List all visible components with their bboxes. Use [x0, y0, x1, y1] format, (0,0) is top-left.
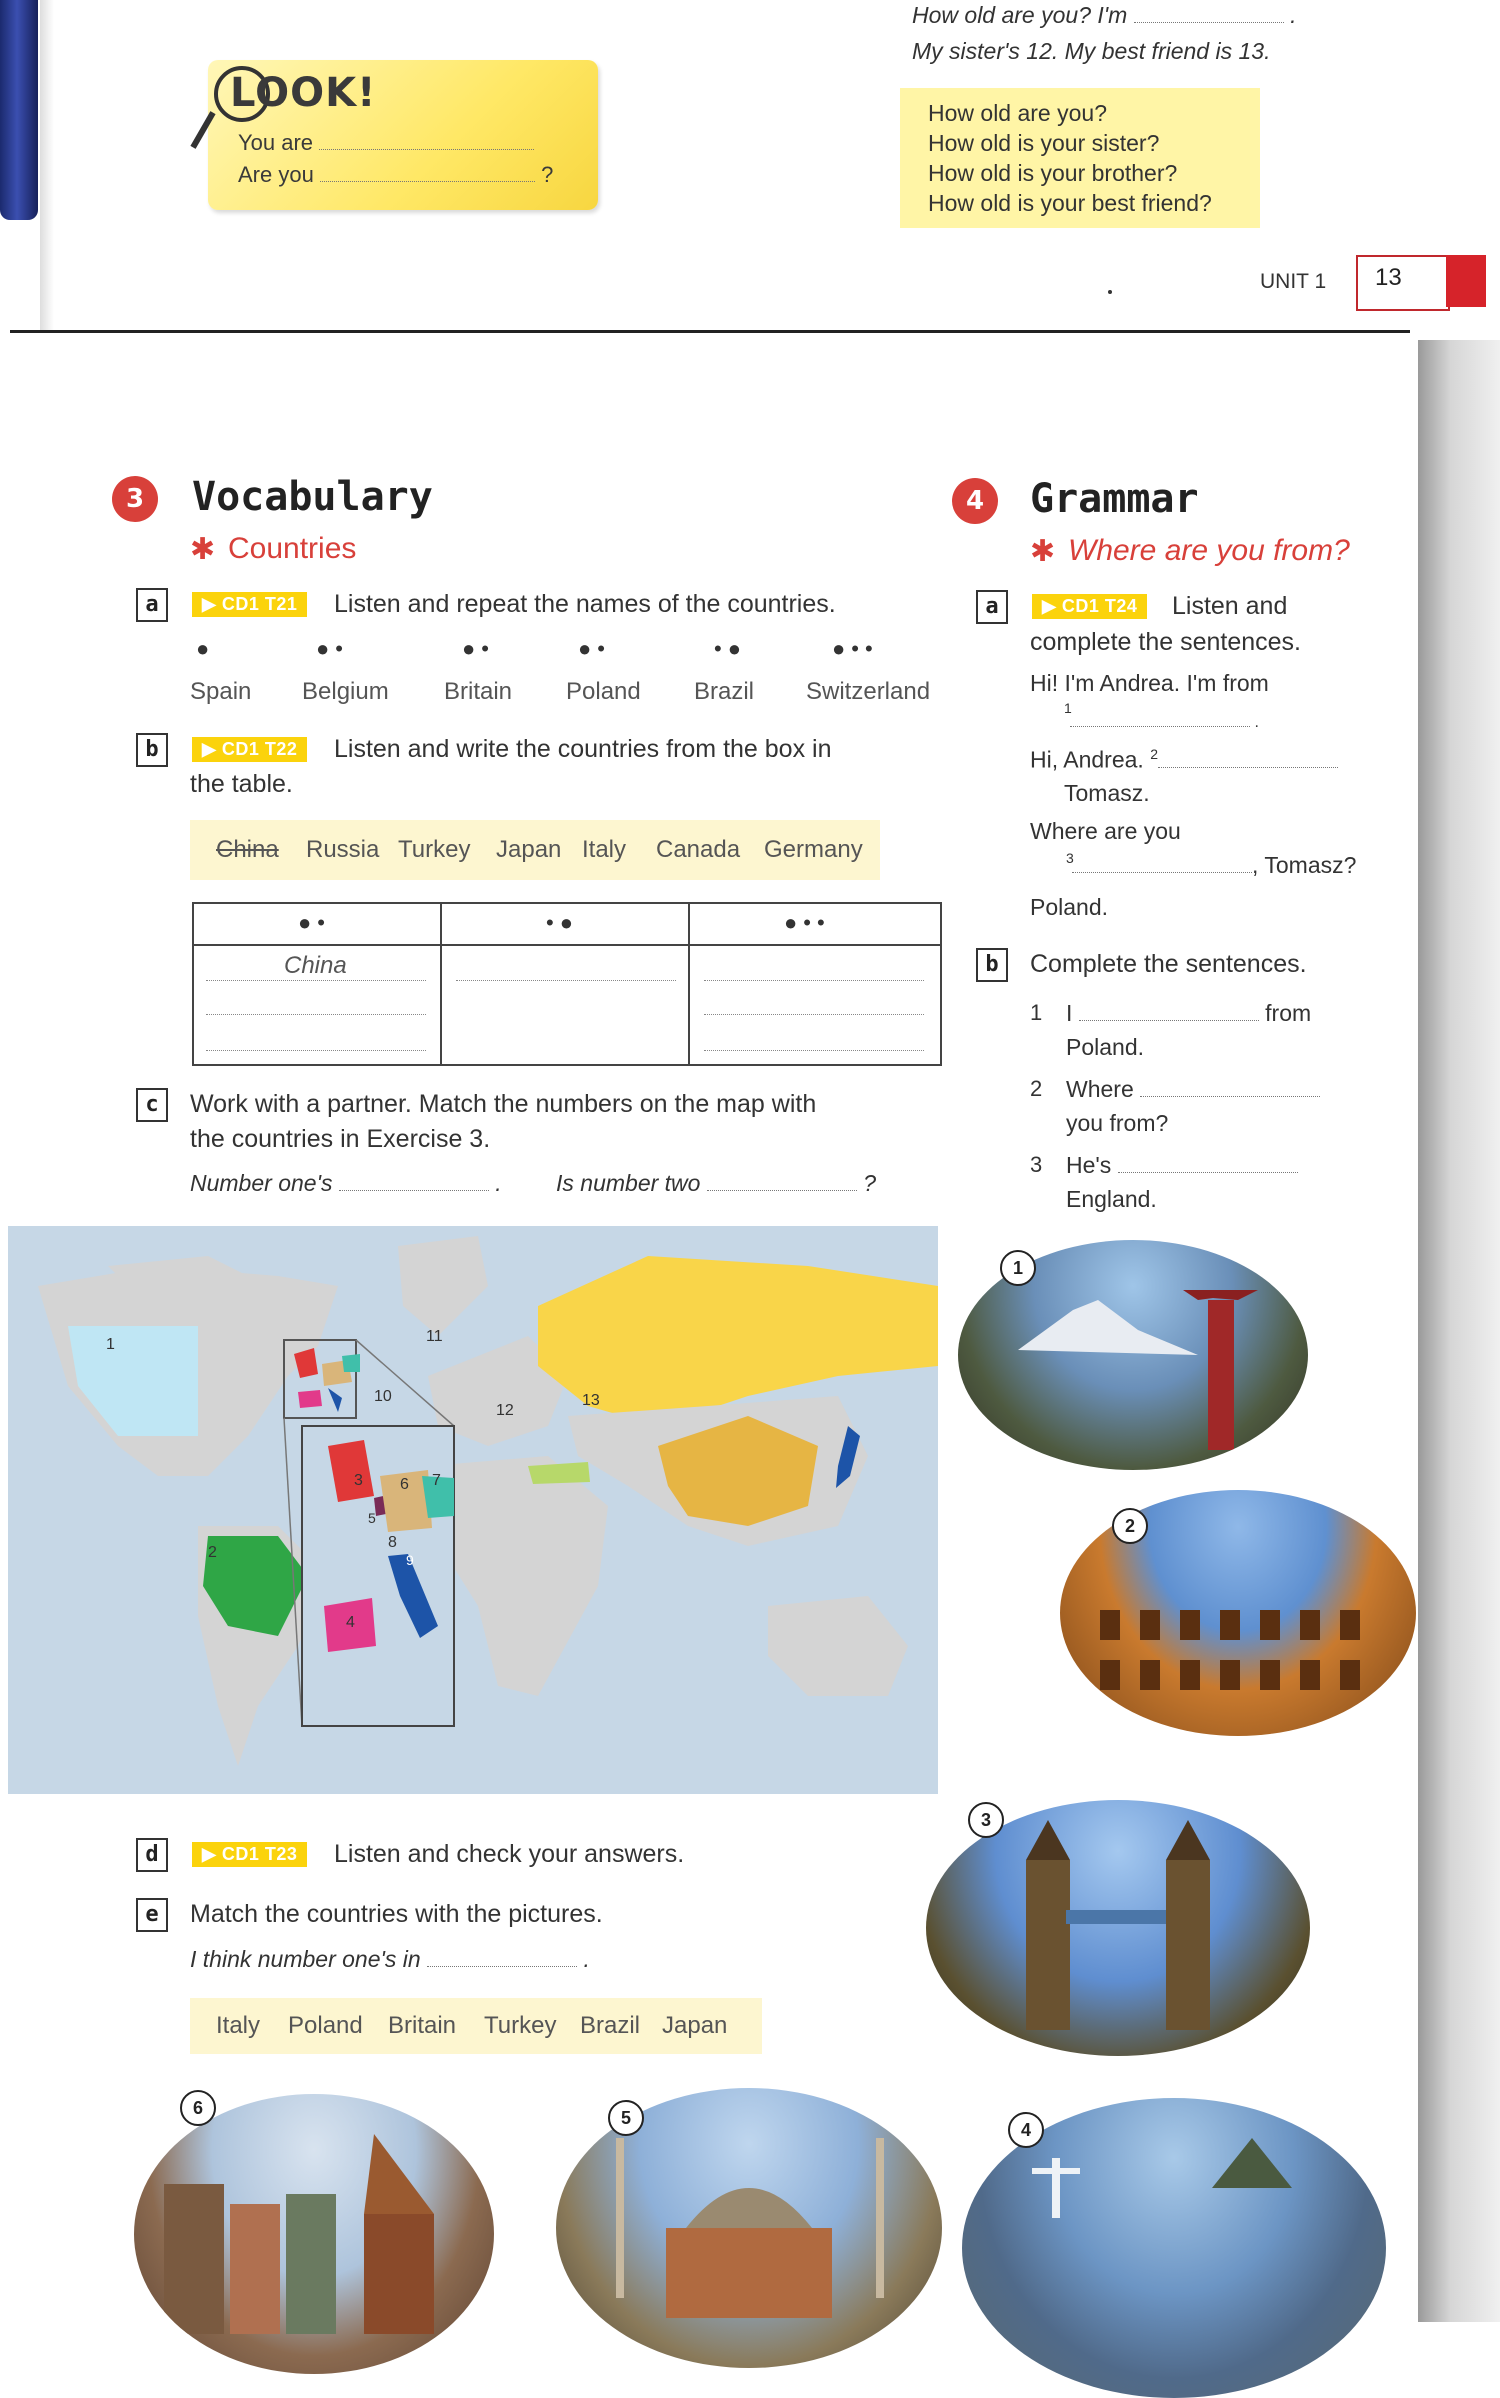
- photo-number: 4: [1008, 2112, 1044, 2148]
- box-word: Russia: [306, 836, 380, 863]
- photo-number: 1: [1000, 1250, 1036, 1286]
- inset-label: 6: [400, 1476, 409, 1493]
- box-word: Turkey: [484, 2012, 557, 2039]
- sentence: Where: [1066, 1076, 1320, 1103]
- sentence: you from?: [1066, 1110, 1169, 1136]
- exercise-letter-a: a: [136, 588, 168, 622]
- country-word: Britain: [444, 678, 513, 705]
- page-number-box: [1356, 255, 1450, 311]
- box-word: China: [216, 836, 279, 863]
- grammar-b-text: Complete the sentences.: [1030, 950, 1307, 978]
- vocabulary-title: Vocabulary: [192, 474, 433, 520]
- unit-label: UNIT 1: [1260, 270, 1327, 293]
- question: How old is your brother?: [928, 160, 1178, 186]
- map-label: 12: [496, 1402, 514, 1419]
- countries-subtitle: Countries: [228, 532, 357, 565]
- map-label: 1: [106, 1336, 115, 1353]
- sister-line: My sister's 12. My best friend is 13.: [912, 38, 1271, 64]
- page-divider: [10, 330, 1410, 333]
- cd-track-tag: ▶ CD1 T22: [192, 737, 307, 762]
- section-number-3: 3: [112, 476, 158, 522]
- grammar-a-text-2: complete the sentences.: [1030, 628, 1301, 656]
- exercise-c-example-1: Number one's .: [190, 1170, 502, 1196]
- exercise-letter-a: a: [976, 590, 1008, 624]
- binder-edge: [0, 0, 38, 220]
- exercise-c-text: Work with a partner. Match the numbers on the map with: [190, 1090, 817, 1118]
- dialogue-line: , Tomasz?: [1072, 852, 1356, 879]
- answer-gap: .: [1070, 714, 1259, 732]
- dialogue-line: Where are you: [1030, 818, 1181, 844]
- look-title: LOOK!: [230, 70, 377, 116]
- dialogue-line: Poland.: [1030, 894, 1109, 920]
- exercise-c-example-2: Is number two ?: [556, 1170, 877, 1196]
- box-word: Canada: [656, 836, 741, 863]
- star-icon: ✱: [1030, 535, 1056, 568]
- box-word: Italy: [216, 2012, 261, 2039]
- box-word: Poland: [288, 2012, 363, 2039]
- exercise-letter-c: c: [136, 1088, 168, 1122]
- box-word: Italy: [582, 836, 627, 863]
- box-word: Japan: [496, 836, 562, 863]
- map-label: 13: [582, 1392, 600, 1409]
- photo-poland: [134, 2094, 494, 2374]
- exercise-b-text: Listen and write the countries from the box in: [334, 735, 832, 763]
- grammar-a-text: Listen and: [1172, 592, 1288, 620]
- map-label: 11: [426, 1328, 443, 1345]
- howold-prompt: How old are you? I'm .: [912, 2, 1297, 28]
- exercise-c-text-2: the countries in Exercise 3.: [190, 1125, 491, 1153]
- look-line-2: Are you ?: [238, 162, 554, 187]
- exercise-b-text-2: the table.: [190, 770, 293, 798]
- exercise-e-example: I think number one's in .: [190, 1946, 590, 1972]
- sentence-number: 3: [1030, 1152, 1043, 1177]
- stress-dots: ●•: [316, 636, 349, 661]
- country-word: Poland: [566, 678, 641, 705]
- cd-track-tag: ▶ CD1 T23: [192, 1842, 307, 1867]
- sentence: Poland.: [1066, 1034, 1145, 1060]
- stress-dots: ●: [196, 636, 216, 661]
- star-icon: ✱: [190, 533, 216, 566]
- table-head-dots: ●••: [784, 910, 831, 935]
- section-number-4: 4: [952, 478, 998, 524]
- box-word: Japan: [662, 2012, 728, 2039]
- country-word: Belgium: [302, 678, 389, 705]
- grammar-subtitle: Where are you from?: [1068, 534, 1350, 567]
- inset-label: 8: [388, 1534, 397, 1551]
- exercise-letter-b: b: [976, 948, 1008, 982]
- page-number: 13: [1375, 264, 1402, 291]
- inset-label: 9: [406, 1552, 414, 1568]
- inset-label: 3: [354, 1472, 363, 1489]
- exercise-letter-e: e: [136, 1898, 168, 1932]
- sentence: England.: [1066, 1186, 1157, 1212]
- question: How old is your best friend?: [928, 190, 1212, 216]
- table-head-dots: ●•: [298, 910, 331, 935]
- sentence: He's: [1066, 1152, 1298, 1179]
- exercise-e-text: Match the countries with the pictures.: [190, 1900, 603, 1928]
- cd-track-tag: ▶ CD1 T24: [1032, 594, 1147, 619]
- gap-number: 1: [1064, 700, 1072, 716]
- sentence-number: 1: [1030, 1000, 1043, 1025]
- photo-number: 3: [968, 1802, 1004, 1838]
- exercise-letter-b: b: [136, 733, 168, 767]
- table-example: China: [284, 952, 347, 979]
- dialogue-line: Hi! I'm Andrea. I'm from: [1030, 670, 1269, 696]
- map-label: 10: [374, 1388, 392, 1405]
- photo-number: 6: [180, 2090, 216, 2126]
- photo-number: 5: [608, 2100, 644, 2136]
- map-label: 2: [208, 1544, 217, 1561]
- box-word: Britain: [388, 2012, 457, 2039]
- exercise-letter-d: d: [136, 1838, 168, 1872]
- box-word: Germany: [764, 836, 863, 863]
- question: How old is your sister?: [928, 130, 1160, 156]
- country-word: Brazil: [694, 678, 755, 705]
- inset-label: 5: [368, 1510, 376, 1526]
- photo-britain: [926, 1800, 1310, 2056]
- exercise-d-text: Listen and check your answers.: [334, 1840, 685, 1868]
- map-drawing: [8, 1226, 938, 1794]
- inset-label: 7: [432, 1472, 441, 1489]
- gap-number: 3: [1066, 850, 1074, 866]
- stress-dots: ●•: [578, 636, 611, 661]
- grammar-title: Grammar: [1030, 476, 1199, 522]
- photo-number: 2: [1112, 1508, 1148, 1544]
- page-fold: [40, 0, 54, 330]
- table-head-dots: •●: [546, 910, 579, 935]
- box-word: Turkey: [398, 836, 471, 863]
- stress-dots: ●•: [462, 636, 495, 661]
- country-word: Switzerland: [806, 678, 931, 705]
- question: How old are you?: [928, 100, 1107, 126]
- look-line-1: You are: [238, 130, 534, 156]
- sentence: I from: [1066, 1000, 1312, 1026]
- dialogue-line: Hi, Andrea. $^2$: [1030, 746, 1338, 774]
- exercise-a-text: Listen and repeat the names of the countries.: [334, 590, 836, 618]
- country-word: Spain: [190, 678, 252, 705]
- dialogue-line: Tomasz.: [1064, 780, 1150, 806]
- cd-track-tag: ▶ CD1 T21: [192, 592, 307, 617]
- box-word: Brazil: [580, 2012, 641, 2039]
- questions-box: [900, 88, 1260, 228]
- page-shadow: [1418, 340, 1500, 2322]
- stress-dots: •●: [714, 636, 747, 661]
- inset-label: 4: [346, 1614, 355, 1631]
- world-map: [8, 1226, 938, 1794]
- sentence-number: 2: [1030, 1076, 1043, 1101]
- stress-table: [192, 902, 942, 1066]
- stress-dots: ●••: [832, 636, 879, 661]
- dot: [1108, 290, 1112, 294]
- page-tab: [1446, 255, 1486, 307]
